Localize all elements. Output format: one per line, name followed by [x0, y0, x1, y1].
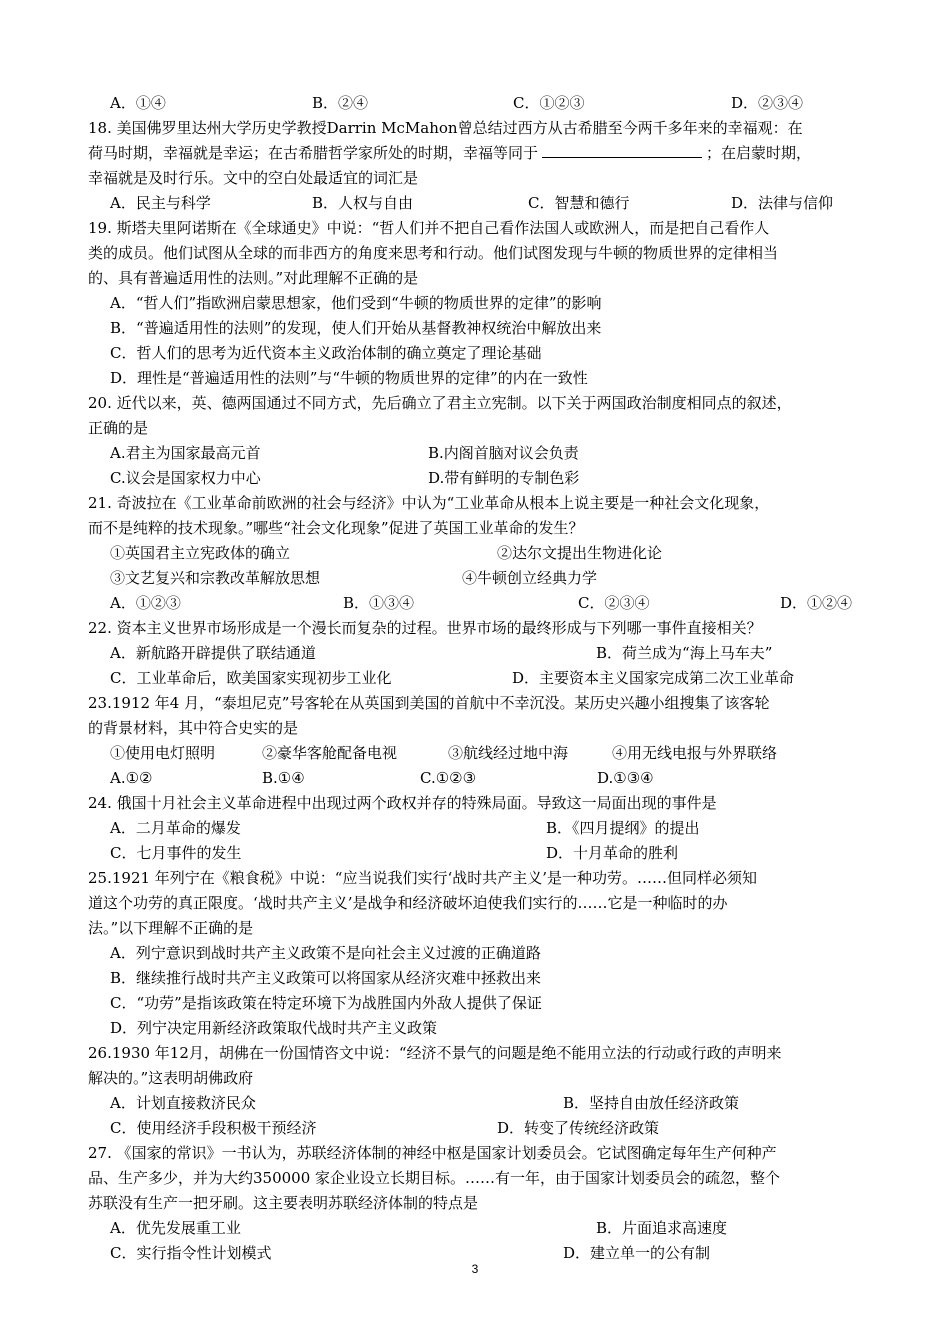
q19-option-b: B．“普遍适用性的法则”的发现，使人们开始从基督教神权统治中解放出来 [110, 319, 602, 337]
q21-item-1: ①英国君主立宪政体的确立 [110, 544, 291, 562]
q18-option-b: B．人权与自由 [312, 194, 414, 212]
q25-option-d: D．列宁决定用新经济政策取代战时共产主义政策 [110, 1019, 438, 1037]
q26-stem-line2: 解决的。”这表明胡佛政府 [88, 1069, 254, 1087]
q27-option-d: D．建立单一的公有制 [563, 1244, 711, 1262]
q27-option-a: A．优先发展重工业 [110, 1219, 241, 1237]
q26-option-a: A．计划直接救济民众 [110, 1094, 256, 1112]
q24-option-c: C．七月事件的发生 [110, 844, 242, 862]
q23-stem-line1: 23.1912 年4 月，“泰坦尼克”号客轮在从英国到美国的首航中不幸沉没。某历史兴趣小组搜集了该客轮 [88, 694, 770, 712]
q20-stem-line2: 正确的是 [88, 419, 149, 437]
q20-option-a: A.君主为国家最高元首 [110, 444, 261, 462]
q17-option-a: A．①④ [110, 94, 166, 112]
q22-option-d: D．主要资本主义国家完成第二次工业革命 [512, 669, 795, 687]
q26-stem-line1: 26.1930 年12月，胡佛在一份国情咨文中说：“经济不景气的问题是绝不能用立法的行动或行政的声明来 [88, 1044, 782, 1062]
q19-stem-line1: 19. 斯塔夫里阿诺斯在《全球通史》中说：“哲人们并不把自己看作法国人或欧洲人，而是把自己看作人 [88, 219, 770, 237]
q20-option-d: D.带有鲜明的专制色彩 [428, 469, 580, 487]
q19-option-a: A．“哲人们”指欧洲启蒙思想家，他们受到“牛顿的物质世界的定律”的影响 [110, 294, 602, 312]
q20-option-c: C.议会是国家权力中心 [110, 469, 261, 487]
q23-stem-line2: 的背景材料，其中符合史实的是 [88, 719, 299, 737]
q27-option-c: C．实行指令性计划模式 [110, 1244, 272, 1262]
q25-option-a: A．列宁意识到战时共产主义政策不是向社会主义过渡的正确道路 [110, 944, 541, 962]
q26-option-b: B．坚持自由放任经济政策 [563, 1094, 740, 1112]
q24-option-a: A．二月革命的爆发 [110, 819, 241, 837]
q18-option-a: A．民主与科学 [110, 194, 211, 212]
q19-stem-line3: 的、具有普遍适用性的法则。”对此理解不正确的是 [88, 269, 419, 287]
q27-stem-line3: 苏联没有生产一把牙刷。这主要表明苏联经济体制的特点是 [88, 1194, 479, 1212]
q27-option-b: B．片面追求高速度 [596, 1219, 728, 1237]
q21-option-d: D．①②④ [780, 594, 853, 612]
q21-option-b: B．①③④ [343, 594, 415, 612]
q23-option-a: A.①② [110, 769, 153, 787]
q21-stem-line2: 而不是纯粹的技术现象。”哪些“社会文化现象”促进了英国工业革命的发生？ [88, 519, 584, 537]
q17-option-d: D．②③④ [731, 94, 804, 112]
q18-option-d: D．法律与信仰 [731, 194, 834, 212]
q17-option-c: C．①②③ [513, 94, 585, 112]
q25-stem-line1: 25.1921 年列宁在《粮食税》中说：“应当说我们实行‘战时共产主义’是一种功劳。……但同样必须知 [88, 869, 758, 887]
q25-option-b: B．继续推行战时共产主义政策可以将国家从经济灾难中拯救出来 [110, 969, 542, 987]
q26-option-d: D．转变了传统经济政策 [497, 1119, 660, 1137]
q25-stem-line2: 道这个功劳的真正限度。‘战时共产主义’是战争和经济破坏迫使我们实行的……它是一种临时的办 [88, 894, 728, 912]
q24-option-d: D．十月革命的胜利 [546, 844, 679, 862]
q21-option-c: C．②③④ [578, 594, 650, 612]
answer-blank [542, 143, 702, 158]
q21-option-a: A．①②③ [110, 594, 181, 612]
q23-item-3: ③航线经过地中海 [448, 744, 569, 762]
q24-option-b: B．《四月提纲》的提出 [546, 819, 700, 837]
q19-option-c: C．哲人们的思考为近代资本主义政治体制的确立奠定了理论基础 [110, 344, 542, 362]
q24-stem-line1: 24. 俄国十月社会主义革命进程中出现过两个政权并存的特殊局面。导致这一局面出现的事件是 [88, 794, 717, 812]
q17-option-b: B．②④ [312, 94, 369, 112]
q20-stem-line1: 20. 近代以来，英、德两国通过不同方式，先后确立了君主立宪制。以下关于两国政治制度相同点的叙述， [88, 394, 792, 412]
q22-stem-line1: 22. 资本主义世界市场形成是一个漫长而复杂的过程。世界市场的最终形成与下列哪一事件直接相关？ [88, 619, 762, 637]
q20-option-b: B.内阁首脑对议会负责 [428, 444, 579, 462]
q23-item-1: ①使用电灯照明 [110, 744, 216, 762]
q25-option-c: C．“功劳”是指该政策在特定环境下为战胜国内外敌人提供了保证 [110, 994, 542, 1012]
q26-option-c: C．使用经济手段积极干预经济 [110, 1119, 317, 1137]
q22-option-b: B．荷兰成为“海上马车夫” [596, 644, 773, 662]
q18-option-c: C．智慧和德行 [528, 194, 630, 212]
q23-option-b: B.①④ [262, 769, 305, 787]
q21-item-4: ④牛顿创立经典力学 [462, 569, 598, 587]
page-number: 3 [471, 1262, 479, 1276]
q23-option-d: D.①③④ [597, 769, 654, 787]
q22-option-a: A．新航路开辟提供了联结通道 [110, 644, 316, 662]
q18-stem-line3: 幸福就是及时行乐。文中的空白处最适宜的词汇是 [88, 169, 419, 187]
q18-stem-line1: 18. 美国佛罗里达州大学历史学教授Darrin McMahon曾总结过西方从古希腊至今两千多年来的幸福观：在 [88, 119, 803, 137]
q25-stem-line3: 法。”以下理解不正确的是 [88, 919, 254, 937]
q23-item-4: ④用无线电报与外界联络 [612, 744, 778, 762]
q18-stem-line2: 荷马时期，幸福就是幸运；在古希腊哲学家所处的时期，幸福等同于 ；在启蒙时期， [88, 144, 812, 162]
q21-item-2: ②达尔文提出生物进化论 [497, 544, 663, 562]
q21-stem-line1: 21. 奇波拉在《工业革命前欧洲的社会与经济》中认为“工业革命从根本上说主要是一种社会文化现象， [88, 494, 770, 512]
q23-option-c: C.①②③ [420, 769, 477, 787]
q23-item-2: ②豪华客舱配备电视 [262, 744, 398, 762]
q19-stem-line2: 类的成员。他们试图从全球的而非西方的角度来思考和行动。他们试图发现与牛顿的物质世界的定律相当 [88, 244, 779, 262]
q27-stem-line1: 27. 《国家的常识》一书认为，苏联经济体制的神经中枢是国家计划委员会。它试图确定每年生产何种产 [88, 1144, 777, 1162]
q21-item-3: ③文艺复兴和宗教改革解放思想 [110, 569, 321, 587]
q19-option-d: D．理性是“普遍适用性的法则”与“牛顿的物质世界的定律”的内在一致性 [110, 369, 588, 387]
q27-stem-line2: 品、生产多少，并为大约350000 家企业设立长期目标。……有一年，由于国家计划委员会的疏忽，整个 [88, 1169, 781, 1187]
q22-option-c: C．工业革命后，欧美国家实现初步工业化 [110, 669, 392, 687]
